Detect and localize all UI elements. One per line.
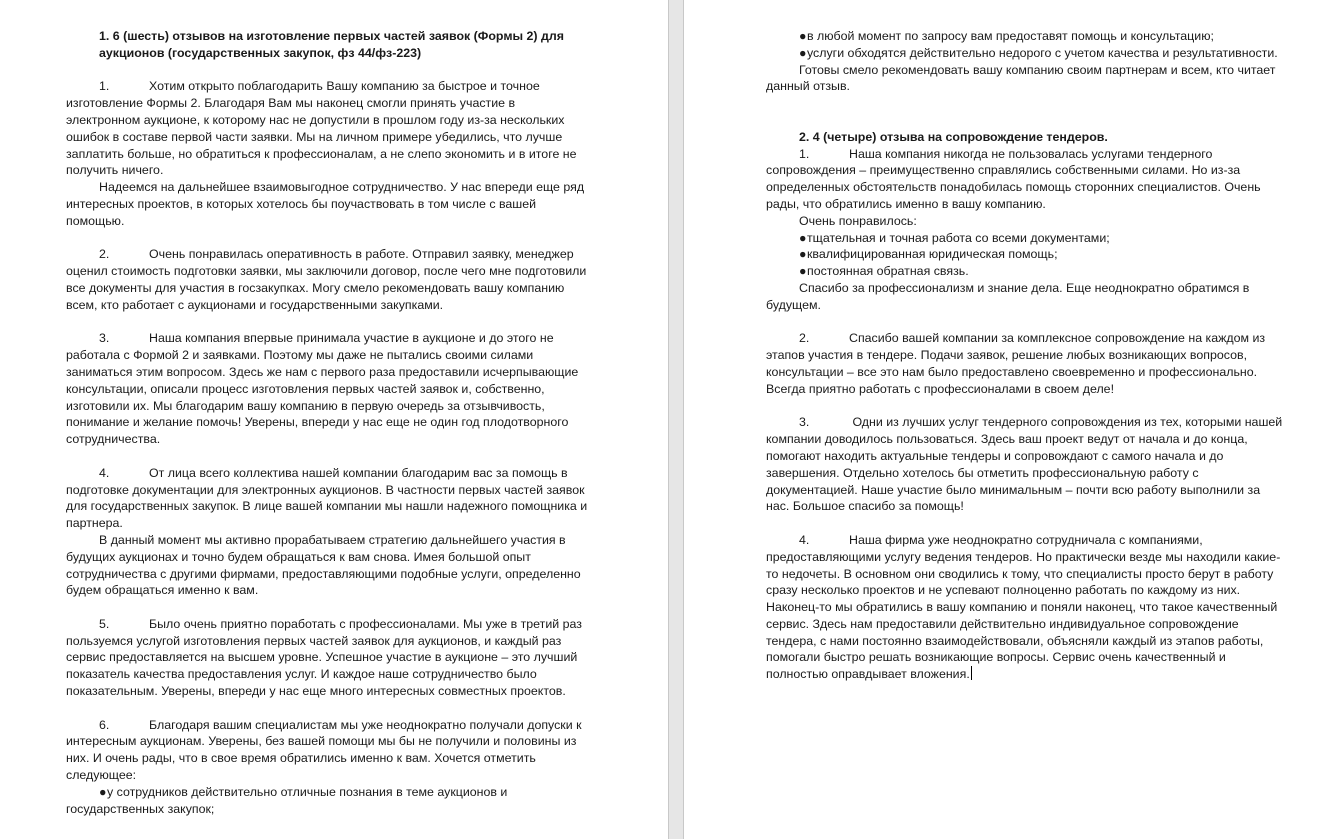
review-text: От лица всего коллектива нашей компании благодарим вас за помощь в подготовке документации для электронных аукционов. В частности первых частей заявок для государственных закупок. В лице вашей компании мы нашли надежного помощника и партнера. [66, 465, 588, 531]
bullet-icon: ● [799, 230, 807, 245]
bullet-icon: ● [799, 29, 807, 43]
bullet-item: ●в любой момент по запросу вам предоставят помощь и консультацию; [799, 29, 1214, 43]
review-text: Хотим открыто поблагодарить Вашу компанию за быстрое и точное изготовление Формы 2. Благодаря Вам мы наконец смогли принять участие в электронном аукционе, к которому нас не допустили в прошлом году из-за нескольких ошибок в составе первой части заявки. Мы на личном примере убедились, что лучше заплатить больше, но обратиться к профессионалам, а не слепо экономить и в итоге не получить ничего. [66, 79, 577, 178]
tender-review-1 [766, 146, 1284, 213]
tender-review-3 [766, 414, 1284, 515]
review-text: Было очень приятно поработать с профессионалами. Мы уже в третий раз пользуемся услугой изготовления первых частей заявок для аукционов, и каждый раз сервис предоставляется на высшем уровне. Успешное участие в аукционе – это лучший показатель качества предоставления услуг. И каждое наше сотрудничество было показательным. Уверены, впереди у нас еще много интересных совместных проектов. [66, 616, 582, 699]
review-number: 3. [799, 415, 810, 430]
review-text: Наша компания впервые принимала участие в аукционе и до этого не работала с Формой 2 и заявками. Поэтому мы даже не пытались своими силами заниматься этим вопросом. Здесь же нам с первого раза предоставили исчерпывающие консультации, описали процесс изготовления первых частей заявок и, собственно, изготовили их. Мы благодарим вашу компанию в первую очередь за отзывчивость, понимание и желание помочь! Уверены, впереди у нас еще не один год плодотворного сотрудничества. [66, 331, 579, 447]
review-1 [66, 78, 588, 179]
bullet-item: ●услуги обходятся действительно недорого с учетом качества и результативности. [799, 45, 1278, 60]
review-3 [66, 330, 588, 448]
review-text: Спасибо вашей компании за комплексное сопровождение на каждом из этапов участия в тендере. Подачи заявок, решение любых возникающих вопросов, консультации – все это нам было предоставлено своевременно и профессионально. Всегда приятно работать с профессионалами в своем деле! [766, 331, 1266, 396]
review-text: Одни из лучших услуг тендерного сопровождения из тех, которыми нашей компании доводилось пользоваться. Здесь ваш проект ведут от начала и до конца, помогают находить актуальные тендеры и сопровождают с самого начала и до завершения. Отдельно хотелось бы отметить профессиональную работу с документацией. Наше участие было минимальным – почти всю работу выполнили за нас. Большое спасибо за помощь! [766, 415, 1283, 514]
review-number: 2. [99, 247, 110, 262]
review-4 [66, 465, 588, 532]
tender-review-1-thanks: Спасибо за профессионализм и знание дела. Еще неоднократно обратимся в будущем. [766, 280, 1250, 312]
review-5 [66, 616, 588, 700]
review-number: 4. [99, 465, 110, 480]
recommend-paragraph: Готовы смело рекомендовать вашу компанию своим партнерам и всем, кто читает данный отзыв. [766, 62, 1276, 94]
document-page-right[interactable] [684, 0, 1332, 839]
tender-review-4-continuation: Наконец-то мы обратились в вашу компанию и поняли наконец, что такое качественный сервис. Здесь нам предоставили действительно индивидуальное сопровождение тендера, с нами постоянно взаимодействовали, объясняли каждый из этапов работы, помогали быстро решать возникающие вопросы. Сервис очень качественный и полностью оправдывает вложения. [766, 600, 1278, 682]
review-number: 3. [99, 331, 110, 346]
bullet-item: ●у сотрудников действительно отличные познания в теме аукционов и государственных закупок; [66, 784, 508, 816]
review-6 [66, 717, 588, 784]
review-number: 5. [99, 616, 110, 631]
review-number: 1. [799, 146, 810, 161]
review-number: 1. [99, 79, 110, 94]
review-number: 6. [99, 717, 110, 732]
tender-review-2 [766, 330, 1284, 397]
bullet-icon: ● [99, 784, 107, 799]
review-text: Очень понравилась оперативность в работе. Отправил заявку, менеджер оценил стоимость подготовки заявки, мы заключили договор, после чего мне подготовили все документы для участия в госзакупках. Могу смело рекомендовать вашу компанию всем, кто работает с аукционами и государственными закупками. [66, 247, 587, 312]
bullet-icon: ● [799, 247, 807, 262]
section-heading-tenders: 2. 4 (четыре) отзыва на сопровождение тендеров. [799, 129, 1108, 144]
tender-review-4 [766, 532, 1284, 599]
review-number: 2. [799, 331, 810, 346]
bullet-item: ●постоянная обратная связь. [799, 264, 969, 279]
text-cursor [971, 666, 972, 680]
liked-label: Очень понравилось: [799, 213, 917, 228]
page-gap [668, 0, 684, 839]
bullet-item: ●тщательная и точная работа со всеми документами; [799, 230, 1110, 245]
review-2 [66, 246, 588, 313]
bullet-item: ●квалифицированная юридическая помощь; [799, 247, 1058, 262]
review-1-continuation: Надеемся на дальнейшее взаимовыгодное сотрудничество. У нас впереди еще ряд интересных проектов, в которых хотелось бы поучаствовать в том числе с вашей помощью. [66, 180, 585, 228]
review-text: Наша компания никогда не пользовалась услугами тендерного сопровождения – преимущественно справлялись собственными силами. Но из-за определенных обстоятельств понадобилась помощь сторонних специалистов. Очень рады, что обратились именно в вашу компанию. [766, 146, 1261, 211]
section-heading-forms: 1. 6 (шесть) отзывов на изготовление первых частей заявок (Формы 2) для аукционов (государственных закупок, фз 44/фз-223) [99, 29, 564, 60]
review-4-continuation: В данный момент мы активно прорабатываем стратегию дальнейшего участия в будущих аукционах и точно будем обращаться к вам снова. Имея большой опыт сотрудничества с другими фирмами, предоставляющими подобные услуги, определенно будем обращаться именно к вам. [66, 532, 581, 598]
review-number: 4. [799, 532, 810, 547]
review-text: Наша фирма уже неоднократно сотрудничала с компаниями, предоставляющими услугу ведения тендеров. Но практически везде мы находили какие-то недочеты. В основном они сводились к тому, что специалисты просто берут в работу сразу несколько проектов и не успевают полноценно работать по каждому из них. [766, 532, 1281, 598]
bullet-icon: ● [799, 45, 807, 60]
bullet-icon: ● [799, 264, 807, 279]
review-text: Благодаря вашим специалистам мы уже неоднократно получали допуски к интересным аукционам. Уверены, без вашей помощи мы бы не получили и половины из них. И очень рады, что в свое время обратились именно к вам. Хочется отметить следующее: [66, 717, 582, 783]
